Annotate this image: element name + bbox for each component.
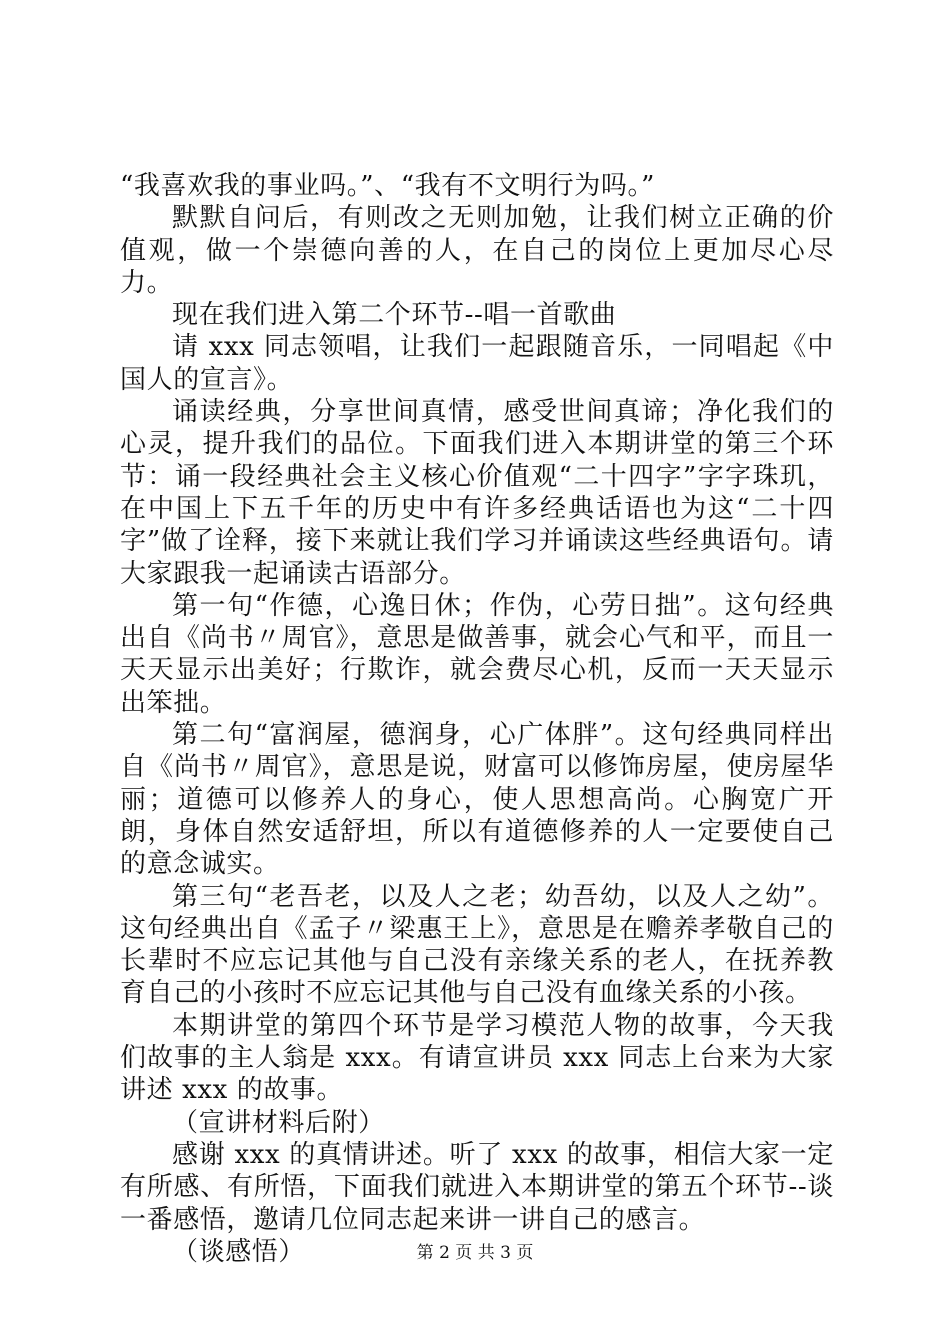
paragraph-2: 默默自问后，有则改之无则加勉，让我们树立正确的价值观，做一个崇德向善的人，在自己的岗位上更加尽心尽力。	[120, 203, 834, 298]
document-body	[120, 170, 834, 1268]
paragraph-8: 第三句“老吾老，以及人之老；幼吾幼，以及人之幼”。这句经典出自《孟子〃梁惠王上》，意思是在赡养孝敬自己的长辈时不应忘记其他与自己没有亲缘关系的老人，在抚养教育自己的小孩时不应忘记其他与自己没有血缘关系的小孩。	[120, 881, 834, 1009]
paragraph-7: 第二句“富润屋，德润身，心广体胖”。这句经典同样出自《尚书〃周官》，意思是说，财富可以修饰房屋，使房屋华丽；道德可以修养人的身心，使人思想高尚。心胸宽广开朗，身体自然安适舒坦，所以有道德修养的人一定要使自己的意念诚实。	[120, 720, 834, 880]
paragraph-4: 请 xxx 同志领唱，让我们一起跟随音乐，一同唱起《中国人的宣言》。	[120, 332, 834, 395]
page-footer	[0, 1241, 950, 1265]
paragraph-9: 本期讲堂的第四个环节是学习模范人物的故事，今天我们故事的主人翁是 xxx。有请宣讲员 xxx 同志上台来为大家讲述 xxx 的故事。	[120, 1010, 834, 1106]
paragraph-1: “我喜欢我的事业吗。”、“我有不文明行为吗。”	[120, 171, 655, 201]
paragraph-3: 现在我们进入第二个环节--唱一首歌曲	[172, 300, 617, 331]
paragraph-10: （宣讲材料后附）	[172, 1107, 385, 1138]
paragraph-5: 诵读经典，分享世间真情，感受世间真谛；净化我们的心灵，提升我们的品位。下面我们进入本期讲堂的第三个环节：诵一段经典社会主义核心价值观“二十四字”字字珠玑，在中国上下五千年的历史中有许多经典话语也为这“二十四字”做了诠释，接下来就让我们学习并诵读这些经典语句。请大家跟我一起诵读古语部分。	[120, 397, 834, 589]
paragraph-6: 第一句“作德，心逸日休；作伪，心劳日拙”。这句经典出自《尚书〃周官》，意思是做善事，就会心气和平，而且一天天显示出美好；行欺诈，就会费尽心机，反而一天天显示出笨拙。	[120, 590, 834, 718]
page-number-label: 第 2 页 共 3 页	[416, 1243, 534, 1263]
paragraph-12: （谈感悟）	[172, 1236, 306, 1267]
paragraph-11: 感谢 xxx 的真情讲述。听了 xxx 的故事，相信大家一定有所感、有所悟，下面我们就进入本期讲堂的第五个环节--谈一番感悟，邀请几位同志起来讲一讲自己的感言。	[120, 1139, 834, 1235]
